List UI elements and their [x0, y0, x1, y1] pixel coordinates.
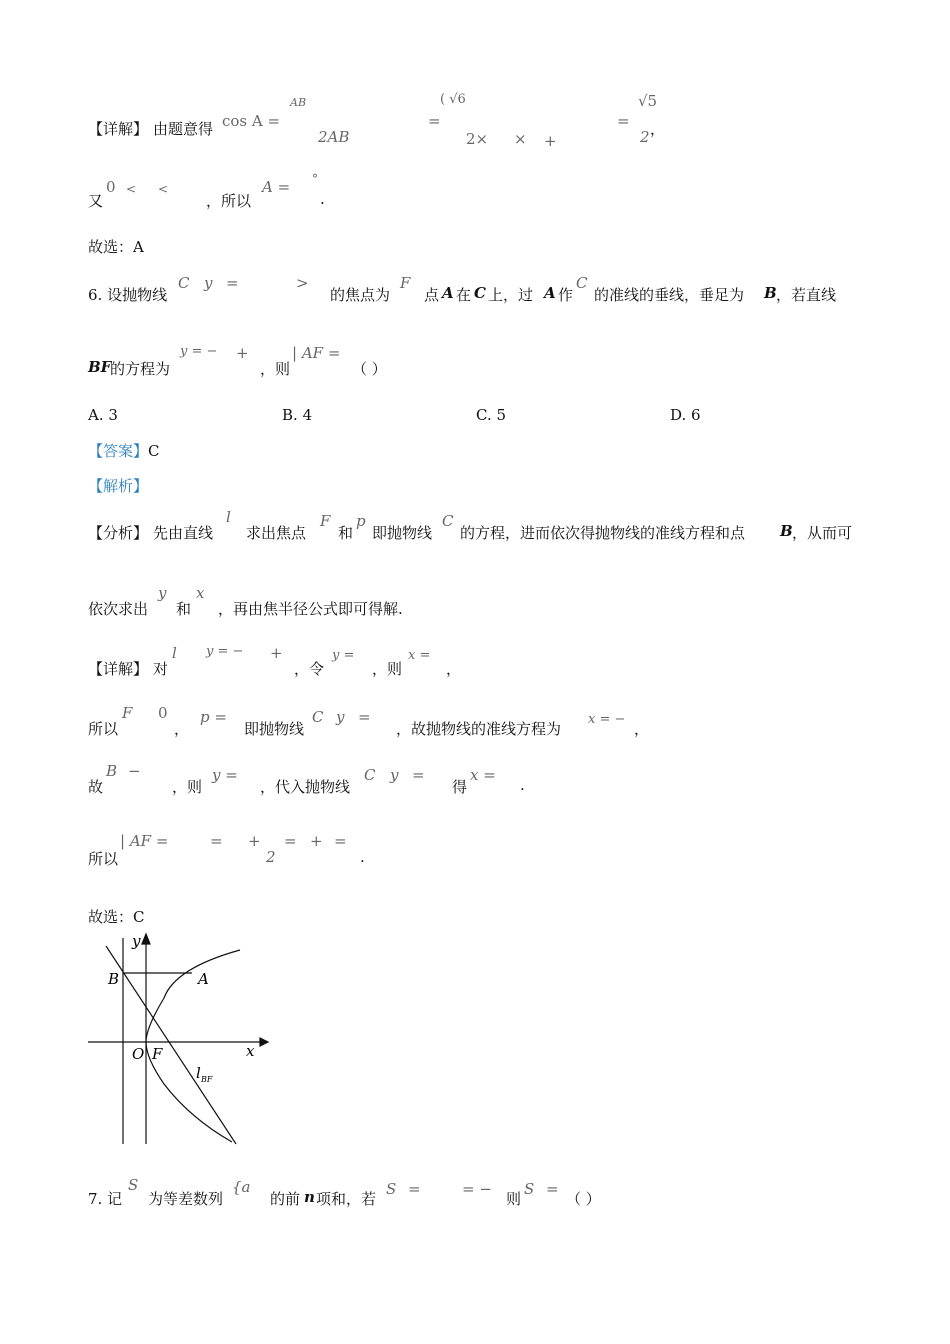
var-c: C [442, 512, 454, 530]
period: . [320, 190, 325, 208]
lt-2: < [158, 182, 169, 196]
x-eq-neg: x = − [588, 712, 626, 727]
y-axis-arrow [142, 934, 150, 944]
times-sign: × [514, 130, 527, 148]
var-c-3: C [576, 274, 588, 292]
var-bf: BF [88, 358, 112, 376]
detail-text: ， [634, 720, 650, 738]
eq-sign: = [408, 1180, 421, 1198]
q6-text-e: 上，过 [488, 286, 534, 304]
analysis-text: ，从而可 [792, 524, 853, 542]
var-s-3: S [524, 1180, 535, 1198]
option-b[interactable] [282, 406, 312, 424]
zero: 0 [106, 178, 116, 196]
q6-text-ze: ，则 [260, 360, 291, 378]
plus-sign: + [248, 832, 261, 850]
choice-1: 故选：A [88, 238, 144, 256]
a-eq: A = [262, 178, 291, 196]
plus-sign: + [544, 132, 557, 150]
q6-text-g: 的准线的垂线，垂足为 [594, 286, 745, 304]
analysis-text: 和 [338, 524, 354, 542]
eq-sign: = [412, 766, 425, 784]
plus-sign: + [310, 832, 323, 850]
var-p: p [356, 512, 366, 530]
eq-sign: = [210, 832, 223, 850]
var-f: F [122, 704, 133, 722]
degree: ° [312, 172, 318, 186]
option-label: A. [88, 406, 104, 424]
detail-text: ， [446, 660, 462, 678]
var-a: A [442, 284, 454, 302]
line-bf [106, 946, 236, 1144]
var-c-2: C [474, 284, 486, 302]
eq-sign: = [428, 112, 441, 130]
detail-text: 对 [153, 660, 169, 678]
var-y: y [204, 274, 213, 292]
detail-text: ， [174, 720, 190, 738]
q6-text-line2: 的方程为 [110, 360, 171, 378]
label-f: F [152, 1045, 163, 1063]
detail-text: 即抛物线 [244, 720, 305, 738]
option-value: 3 [108, 406, 118, 424]
option-a[interactable] [88, 406, 118, 424]
option-value: 6 [691, 406, 701, 424]
q6-text-d: 在 [456, 286, 472, 304]
period: . [520, 776, 525, 794]
label-a: A [198, 970, 209, 988]
xa-eq: x = [470, 766, 496, 784]
lt-1: < [126, 182, 137, 196]
abs-af: | AF = [292, 344, 341, 362]
detail-text: 故 [88, 778, 104, 796]
x-axis-arrow [260, 1038, 268, 1046]
var-f: F [400, 274, 411, 292]
p-eq: p = [200, 708, 227, 726]
var-s: S [128, 1176, 139, 1194]
you-text: 又 [88, 192, 104, 210]
answer-paren: （ ） [566, 1190, 601, 1208]
q7-intro: 7. 记 [88, 1190, 123, 1208]
q6-text-f: 作 [558, 286, 574, 304]
detail-text: 所以 [88, 720, 119, 738]
frac-top-ab: AB [290, 96, 307, 109]
detail-label: 【详解】 [88, 660, 149, 678]
answer-value: C [148, 442, 160, 460]
frac-top-sqrt6: ( √6 [440, 92, 466, 107]
var-l: l [226, 508, 231, 526]
var-l: l [172, 644, 177, 662]
option-value: 4 [302, 406, 313, 424]
var-c: C [364, 766, 376, 784]
parabola-figure [80, 928, 280, 1150]
analysis-label: 【解析】 [88, 477, 149, 495]
var-y: y [158, 584, 167, 602]
fenxi-label: 【分析】 [88, 524, 149, 542]
var-s-2: S [386, 1180, 397, 1198]
label-y: y [132, 932, 141, 950]
var-b: B [764, 284, 777, 302]
analysis-text: 的方程，进而依次得抛物线的准线方程和点 [460, 524, 746, 542]
detail-text: ，代入抛物线 [260, 778, 351, 796]
eq-sign: = [284, 832, 297, 850]
plus-sign: + [236, 344, 249, 362]
label-x: x [246, 1042, 255, 1060]
label-l-sub: BF [201, 1075, 213, 1084]
var-b: B [106, 762, 118, 780]
label-l: l [196, 1064, 201, 1082]
ya-eq: y = [212, 766, 238, 784]
var-c: C [178, 274, 190, 292]
var-a-2: A [544, 284, 556, 302]
plus-sign: + [270, 644, 283, 662]
sqrt5: √5 [638, 92, 658, 110]
frac-bottom-2x: 2× [466, 130, 489, 148]
eq-neg: = − [462, 1180, 492, 1198]
var-x: x [196, 584, 205, 602]
denominator-2: 2 [266, 848, 276, 866]
option-c[interactable] [476, 406, 506, 424]
q7-text: 项和，若 [316, 1190, 377, 1208]
frac-bottom-2ab: 2AB [318, 128, 350, 146]
analysis-text: 即抛物线 [372, 524, 433, 542]
answer-line [88, 440, 160, 461]
abs-af: | AF = [120, 832, 169, 850]
eq-sign: = [546, 1180, 559, 1198]
detail-text: ，则 [172, 778, 203, 796]
x-eq: x = [408, 648, 431, 663]
answer-paren: （ ） [352, 360, 387, 378]
line-eqn: y = − [206, 644, 244, 659]
var-y: y [390, 766, 399, 784]
detail-text: ，则 [372, 660, 403, 678]
analysis-text: 依次求出 [88, 600, 149, 618]
seq-a: {a [232, 1178, 251, 1196]
cos-a: cos A = [222, 112, 281, 130]
q6-intro: 6. 设抛物线 [88, 286, 168, 304]
eq-sign: = [358, 708, 371, 726]
suoyi-text: ，所以 [206, 192, 252, 210]
option-label: D. [670, 406, 687, 424]
detail-text: 由题意得 [153, 120, 214, 138]
label-o: O [132, 1045, 145, 1063]
line-eqn: y = − [180, 344, 218, 359]
q7-text: 则 [506, 1190, 522, 1208]
minus-sign: − [128, 762, 141, 780]
q6-text-h: ，若直线 [776, 286, 837, 304]
option-label: C. [476, 406, 492, 424]
y-eq: y = [332, 648, 355, 663]
detail-text: ，令 [294, 660, 325, 678]
var-b: B [780, 522, 793, 540]
eq-sign-2: = [617, 112, 630, 130]
gt-sign: > [296, 274, 309, 292]
detail-text: 所以 [88, 850, 119, 868]
option-label: B. [282, 406, 298, 424]
analysis-text: ，再由焦半径公式即可得解. [218, 600, 403, 618]
var-f: F [320, 512, 331, 530]
analysis-text: 先由直线 [153, 524, 214, 542]
denominator-2: 2 [640, 128, 650, 146]
option-value: 5 [496, 406, 507, 424]
label-b: B [108, 970, 120, 988]
detail-text: 得 [452, 778, 468, 796]
eq-sign: = [226, 274, 239, 292]
period: . [360, 848, 365, 866]
q7-text: 为等差数列 [148, 1190, 224, 1208]
var-c: C [312, 708, 324, 726]
var-y: y [336, 708, 345, 726]
eq-sign: = [334, 832, 347, 850]
answer-label: 【答案】 [88, 442, 149, 460]
comma: ， [650, 120, 666, 138]
choice-2: 故选：C [88, 908, 145, 926]
q6-text-b: 的焦点为 [330, 286, 391, 304]
var-n: n [304, 1188, 315, 1206]
analysis-text: 求出焦点 [246, 524, 307, 542]
analysis-text: 和 [176, 600, 192, 618]
option-d[interactable] [670, 406, 701, 424]
zero: 0 [158, 704, 168, 722]
detail-text: ，故抛物线的准线方程为 [396, 720, 562, 738]
detail-label: 【详解】 [88, 120, 149, 138]
q6-text-c: 点 [424, 286, 440, 304]
q7-text: 的前 [270, 1190, 301, 1208]
